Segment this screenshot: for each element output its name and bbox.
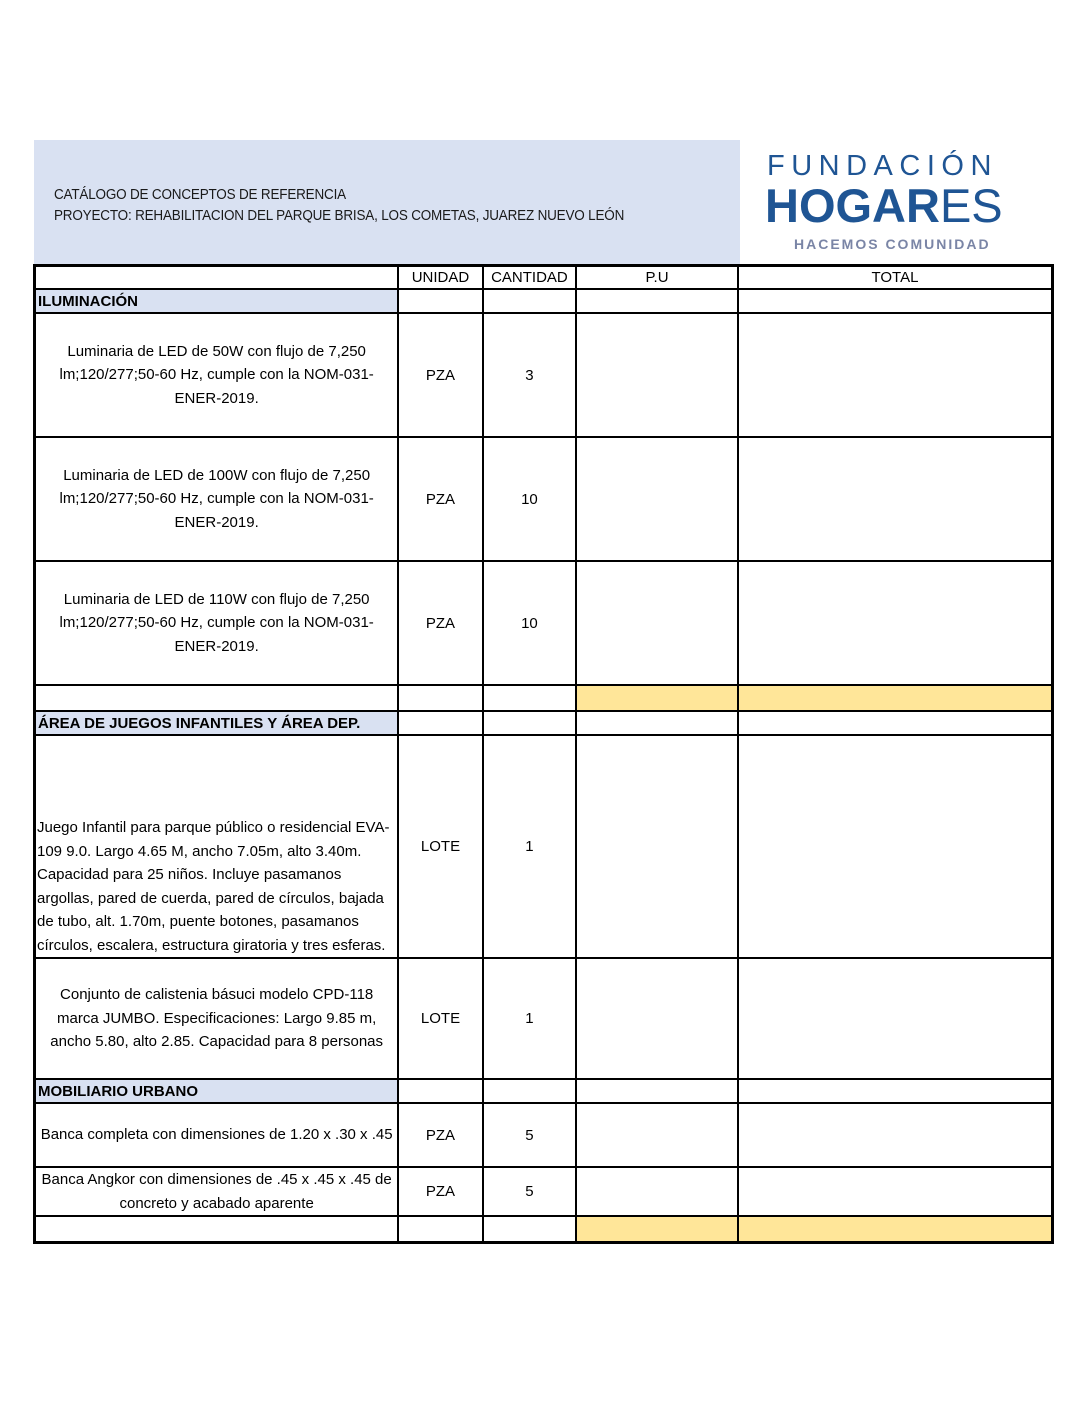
section-title: ILUMINACIÓN (35, 289, 399, 313)
cell-empty (483, 711, 576, 735)
subtotal-pu-cell[interactable] (576, 685, 738, 711)
section-row-mobiliario (35, 1079, 1053, 1103)
item-unit: PZA (398, 313, 482, 437)
item-total[interactable] (738, 958, 1053, 1079)
item-unit: PZA (398, 437, 482, 561)
item-unit: PZA (398, 1167, 482, 1216)
document-header (34, 140, 740, 265)
item-total[interactable] (738, 735, 1053, 958)
item-unit: LOTE (398, 958, 482, 1079)
cell-empty (576, 289, 738, 313)
cell-empty (483, 1216, 576, 1243)
table-row (35, 958, 1053, 1079)
subtotal-row-mobiliario (35, 1216, 1053, 1243)
item-quantity: 5 (483, 1103, 576, 1167)
item-description: Luminaria de LED de 100W con flujo de 7,250 lm;120/277;50-60 Hz, cumple con la NOM-031-ENER-2019. (35, 437, 399, 561)
cell-empty (35, 1216, 399, 1243)
item-quantity: 1 (483, 958, 576, 1079)
cell-empty (483, 685, 576, 711)
logo-hogares-bold: HOGAR (765, 179, 940, 232)
header-pu: P.U (576, 266, 738, 290)
header-description (35, 266, 399, 290)
item-unit: LOTE (398, 735, 482, 958)
concept-catalog-table (33, 264, 1054, 1244)
section-title: ÁREA DE JUEGOS INFANTILES Y ÁREA DEP. (35, 711, 399, 735)
section-row-juegos (35, 711, 1053, 735)
item-description: Juego Infantil para parque público o residencial EVA-109 9.0. Largo 4.65 M, ancho 7.05m, alto 3.40m. Capacidad para 25 niños. Incluye pasamanos argollas, pared de cuerda, pared de círculos, bajada de tubo, alt. 1.70m, puente botones, pasamanos círculos, escalera, estructura giratoria y tres esferas. (35, 735, 399, 958)
logo-hogares-light: ES (939, 179, 1003, 232)
item-total[interactable] (738, 1167, 1053, 1216)
cell-empty (35, 685, 399, 711)
section-title: MOBILIARIO URBANO (35, 1079, 399, 1103)
section-row-iluminacion (35, 289, 1053, 313)
table-row (35, 1103, 1053, 1167)
item-description: Luminaria de LED de 110W con flujo de 7,250 lm;120/277;50-60 Hz, cumple con la NOM-031-ENER-2019. (35, 561, 399, 685)
cell-empty (738, 1079, 1053, 1103)
cell-empty (576, 1079, 738, 1103)
cell-empty (398, 289, 482, 313)
fundacion-hogares-logo (740, 140, 1060, 265)
header-unidad: UNIDAD (398, 266, 482, 290)
item-unit: PZA (398, 1103, 482, 1167)
logo-hogares-text (765, 180, 1003, 232)
project-title: PROYECTO: REHABILITACION DEL PARQUE BRISA, LOS COMETAS, JUAREZ NUEVO LEÓN (54, 208, 625, 224)
item-description: Banca completa con dimensiones de 1.20 x .30 x .45 (35, 1103, 399, 1167)
item-description: Luminaria de LED de 50W con flujo de 7,250 lm;120/277;50-60 Hz, cumple con la NOM-031-ENER-2019. (35, 313, 399, 437)
table-row (35, 561, 1053, 685)
item-unit: PZA (398, 561, 482, 685)
logo-tagline: HACEMOS COMUNIDAD (794, 236, 991, 252)
item-quantity: 1 (483, 735, 576, 958)
cell-empty (398, 711, 482, 735)
item-quantity: 5 (483, 1167, 576, 1216)
item-total[interactable] (738, 561, 1053, 685)
subtotal-pu-cell[interactable] (576, 1216, 738, 1243)
item-unit-price[interactable] (576, 313, 738, 437)
item-unit-price[interactable] (576, 437, 738, 561)
table-header-row (35, 266, 1053, 290)
subtotal-total-cell[interactable] (738, 685, 1053, 711)
header-cantidad: CANTIDAD (483, 266, 576, 290)
subtotal-row-iluminacion (35, 685, 1053, 711)
item-total[interactable] (738, 313, 1053, 437)
subtotal-total-cell[interactable] (738, 1216, 1053, 1243)
item-description: Banca Angkor con dimensiones de .45 x .45 x .45 de concreto y acabado aparente (35, 1167, 399, 1216)
table-row (35, 313, 1053, 437)
item-unit-price[interactable] (576, 735, 738, 958)
cell-empty (398, 685, 482, 711)
logo-fundacion-text: FUNDACIÓN (767, 150, 998, 182)
header-total: TOTAL (738, 266, 1053, 290)
item-quantity: 10 (483, 437, 576, 561)
table-row (35, 1167, 1053, 1216)
cell-empty (398, 1079, 482, 1103)
item-unit-price[interactable] (576, 561, 738, 685)
item-unit-price[interactable] (576, 1103, 738, 1167)
item-quantity: 10 (483, 561, 576, 685)
catalog-title: CATÁLOGO DE CONCEPTOS DE REFERENCIA (54, 187, 346, 203)
cell-empty (483, 1079, 576, 1103)
item-total[interactable] (738, 437, 1053, 561)
item-description: Conjunto de calistenia básuci modelo CPD-118 marca JUMBO. Especificaciones: Largo 9.85 m, ancho 5.80, alto 2.85. Capacidad para 8 personas (35, 958, 399, 1079)
cell-empty (483, 289, 576, 313)
item-unit-price[interactable] (576, 958, 738, 1079)
cell-empty (738, 289, 1053, 313)
cell-empty (576, 711, 738, 735)
header-text (54, 185, 624, 227)
table-row (35, 735, 1053, 958)
cell-empty (398, 1216, 482, 1243)
item-total[interactable] (738, 1103, 1053, 1167)
item-unit-price[interactable] (576, 1167, 738, 1216)
cell-empty (738, 711, 1053, 735)
table-row (35, 437, 1053, 561)
item-quantity: 3 (483, 313, 576, 437)
